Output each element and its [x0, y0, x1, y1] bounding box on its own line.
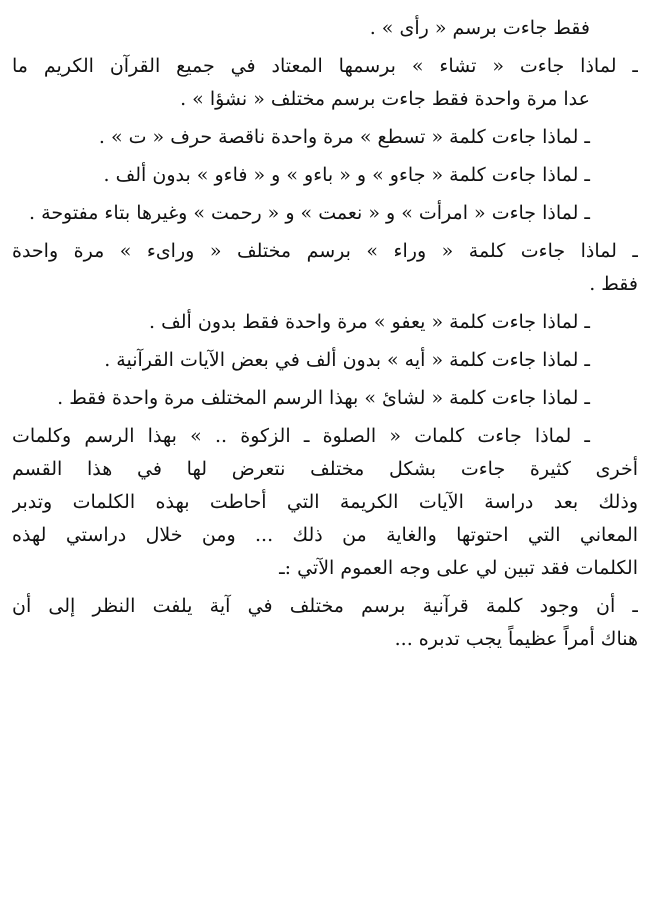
- text-line-12: ـ لماذا جاءت كلمات « الصلوة ـ الزكوة .. » بهذا الرسم وكلمات: [12, 425, 590, 447]
- text-line-1: فقط جاءت برسم « رأى » .: [369, 17, 590, 39]
- text-line-11: ـ لماذا جاءت كلمة « لشائ » بهذا الرسم المختلف مرة واحدة فقط .: [57, 387, 590, 409]
- text-line-16: الكلمات فقد تبين لي على وجه العموم الآتي :ـ: [279, 557, 638, 579]
- text-line-8: فقط .: [589, 273, 638, 295]
- text-line-6: ـ لماذا جاءت « امرأت » و « نعمت » و « رحمت » وغيرها بتاء مفتوحة .: [29, 202, 590, 224]
- text-line-5: ـ لماذا جاءت كلمة « جاءو » و « باءو » و « فاءو » بدون ألف .: [103, 164, 590, 186]
- text-line-17: ـ أن وجود كلمة قرآنية برسم مختلف في آية يلفت النظر إلى أن: [12, 595, 638, 617]
- text-line-2: ـ لماذا جاءت « تشاء » برسمها المعتاد في جميع القرآن الكريم ما: [12, 55, 638, 77]
- text-line-13: أخرى كثيرة جاءت بشكل مختلف نتعرض لها في هذا القسم: [12, 458, 638, 480]
- text-line-18: هناك أمراً عظيماً يجب تدبره ...: [394, 628, 638, 650]
- text-line-4: ـ لماذا جاءت كلمة « تسطع » مرة واحدة ناقصة حرف « ت » .: [98, 126, 590, 148]
- text-line-15: المعاني التي احتوتها والغاية من ذلك ... ومن خلال دراستي لهذه: [12, 524, 638, 546]
- text-line-14: وذلك بعد دراسة الآيات الكريمة التي أحاطت بهذه الكلمات وتدبر: [12, 491, 638, 513]
- text-line-7: ـ لماذا جاءت كلمة « وراء » برسم مختلف « وراىء » مرة واحدة: [12, 240, 638, 262]
- text-line-3: عدا مرة واحدة فقط جاءت برسم مختلف « نشؤا » .: [180, 88, 590, 110]
- text-line-9: ـ لماذا جاءت كلمة « يعفو » مرة واحدة فقط بدون ألف .: [149, 311, 590, 333]
- text-line-10: ـ لماذا جاءت كلمة « أيه » بدون ألف في بعض الآيات القرآنية .: [104, 349, 590, 371]
